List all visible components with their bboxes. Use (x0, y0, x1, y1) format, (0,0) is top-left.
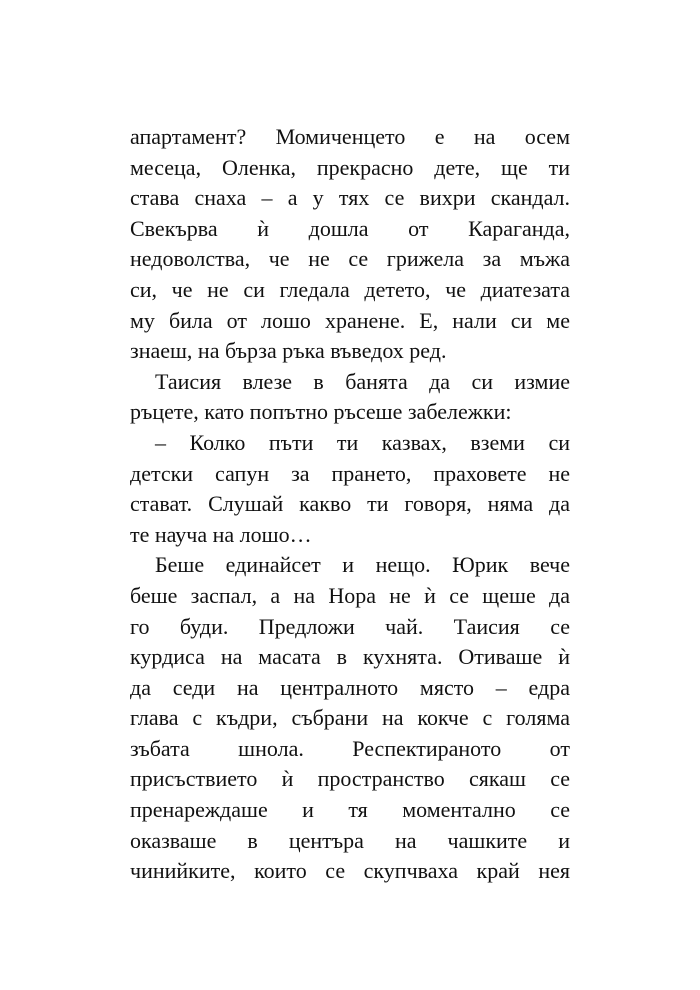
text-line: чинийките, които се скупчваха край нея (130, 858, 570, 884)
text-line: недоволства, че не се грижела за мъжа (130, 246, 570, 272)
text-line: го буди. Предложи чай. Таисия се (130, 613, 570, 639)
text-line: глава с къдри, събрани на кокче с голяма (130, 705, 570, 731)
text-line: курдиса на масата в кухнята. Отиваше ѝ (130, 644, 570, 670)
paragraph-3 (130, 428, 570, 550)
text-line: Беше единайсет и нещо. Юрик вече (155, 552, 570, 578)
text-line: да седи на централното място – едра (130, 674, 570, 700)
text-line: си, че не си гледала детето, че диатезата (130, 276, 570, 302)
text-line: присъствието ѝ пространство сякаш се (130, 766, 570, 792)
paragraph-2 (130, 367, 570, 428)
text-line: пренареждаше и тя моментално се (130, 797, 570, 823)
paragraph-1 (130, 122, 570, 367)
text-line: те науча на лошо… (130, 521, 312, 547)
text-line: му била от лошо хранене. Е, нали си ме (130, 307, 570, 333)
text-line: оказваше в центъра на чашките и (130, 827, 570, 853)
text-line: знаеш, на бърза ръка въведох ред. (130, 338, 447, 364)
text-line: – Колко пъти ти казвах, вземи си (155, 429, 570, 455)
paragraph-4 (130, 550, 570, 887)
text-line: Свекърва ѝ дошла от Караганда, (130, 215, 570, 241)
text-line: апартамент? Момиченцето е на осем (130, 124, 570, 149)
text-line: стават. Слушай какво ти говоря, няма да (130, 491, 570, 517)
page-text (130, 122, 570, 887)
text-line: зъбата шнола. Респектираното от (130, 735, 570, 761)
text-line: беше заспал, а на Нора не ѝ се щеше да (130, 582, 570, 608)
text-line: става снаха – а у тях се вихри скандал. (130, 185, 570, 211)
text-line: месеца, Оленка, прекрасно дете, ще ти (130, 154, 570, 180)
text-line: ръцете, като попътно ръсеше забележки: (130, 399, 512, 425)
text-line: детски сапун за прането, праховете не (130, 460, 570, 486)
text-line: Таисия влезе в банята да си измие (155, 368, 570, 394)
